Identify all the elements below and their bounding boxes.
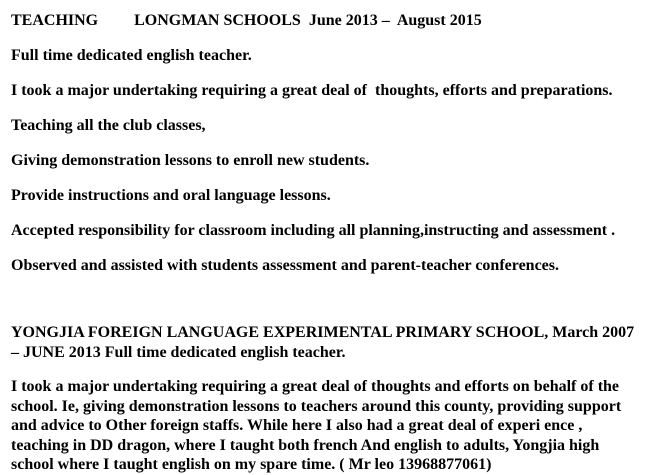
section1-line-role: Full time dedicated english teacher. xyxy=(11,47,252,64)
section2-heading xyxy=(11,323,659,362)
section2-body-line: teaching in DD dragon, where I taught both french And english to adults, Yongjia high xyxy=(11,436,600,454)
section1-line-undertaking: I took a major undertaking requiring a great deal of thoughts, efforts and preparations. xyxy=(11,82,613,99)
section1-line-responsibility: Accepted responsibility for classroom including all planning,instructing and assessment . xyxy=(11,222,616,239)
section2-body-line: and advice to Other foreign staffs. While here I also had a great deal of experi ence , xyxy=(11,417,583,434)
section2-body-paragraph xyxy=(11,377,659,475)
section1-line-demonstration: Giving demonstration lessons to enroll new students. xyxy=(11,152,370,169)
section1-employer-dates: LONGMAN SCHOOLS June 2013 – August 2015 xyxy=(134,12,482,29)
section2-heading-line: YONGJIA FOREIGN LANGUAGE EXPERIMENTAL PRIMARY SCHOOL, March 2007 xyxy=(11,324,635,341)
section1-line-club-classes: Teaching all the club classes, xyxy=(11,117,206,134)
section2-body-line: school. Ie, giving demonstration lessons to teachers around this county, providing support xyxy=(11,397,622,415)
section1-heading xyxy=(11,11,659,31)
section1-job-title: TEACHING xyxy=(11,12,99,29)
section2-heading-line: – JUNE 2013 Full time dedicated english teacher. xyxy=(11,343,346,361)
section2-body-line: school where I taught english on my spare time. ( Mr leo 13968877061) xyxy=(11,456,492,473)
section1-line-instructions: Provide instructions and oral language lessons. xyxy=(11,187,331,204)
section1-line-observed: Observed and assisted with students assessment and parent-teacher conferences. xyxy=(11,257,559,274)
section2-body-line: I took a major undertaking requiring a great deal of thoughts and efforts on behalf of the xyxy=(11,378,620,395)
